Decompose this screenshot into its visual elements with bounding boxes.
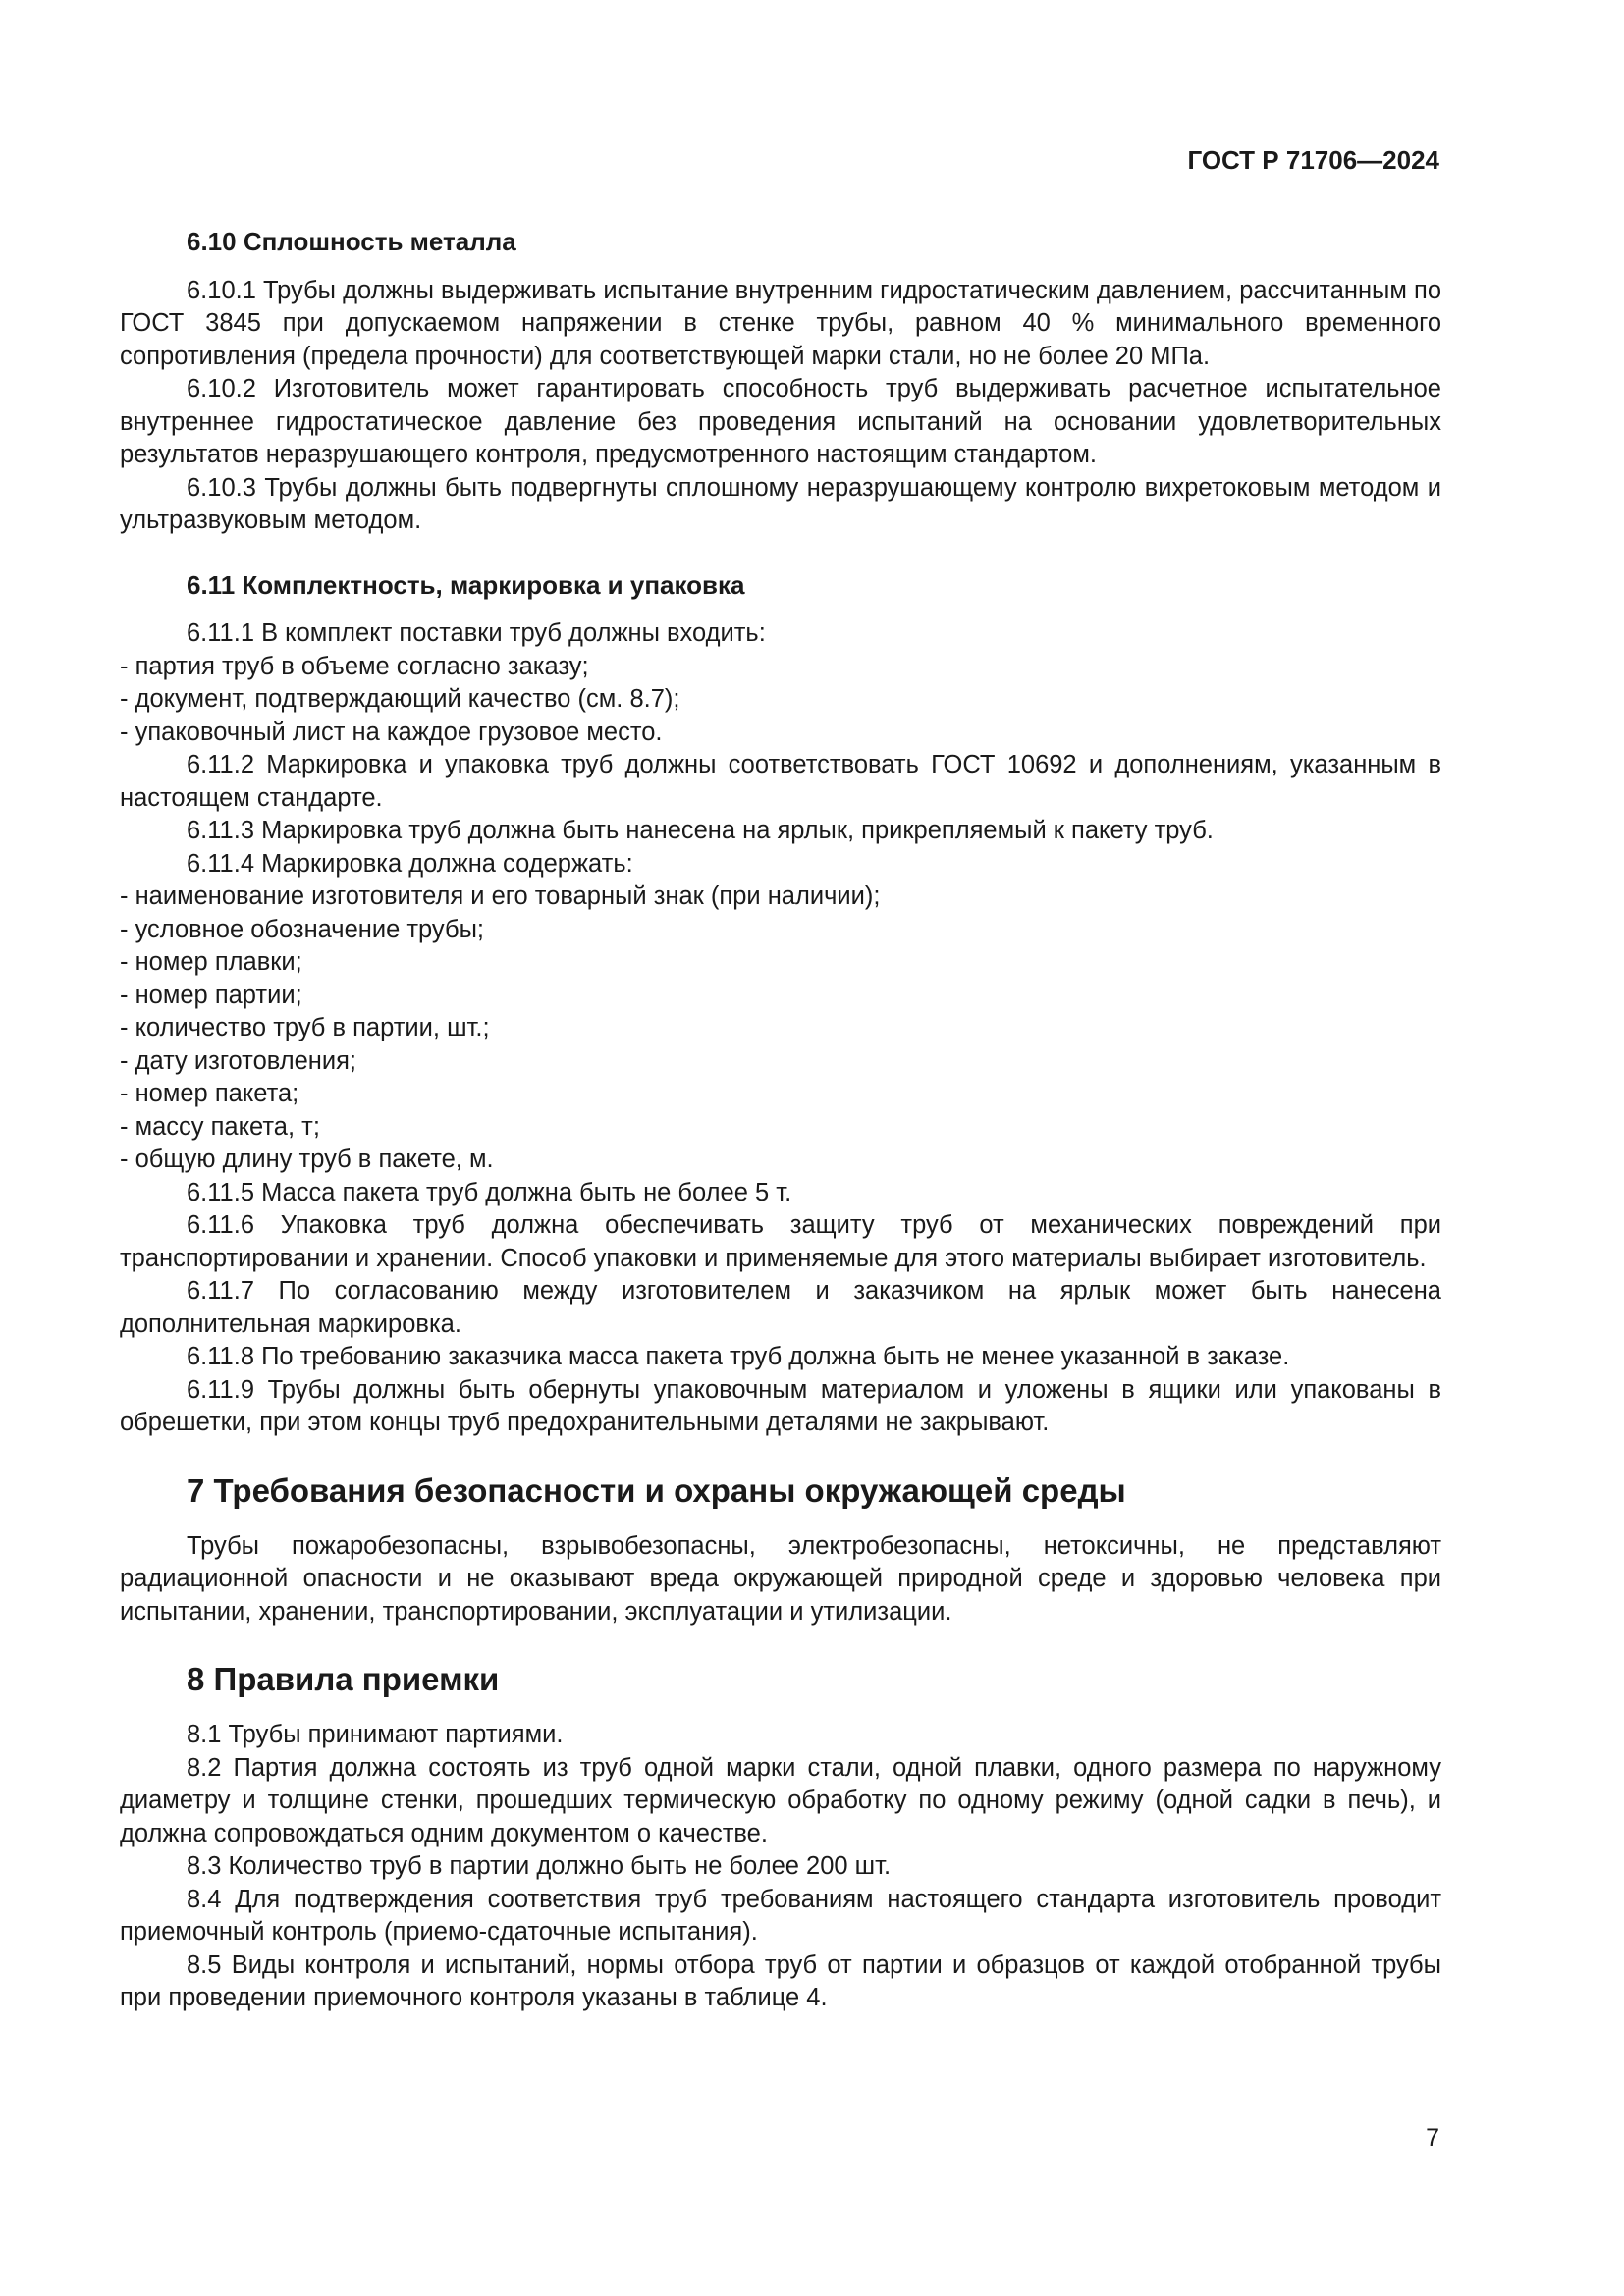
list-item: - условное обозначение трубы; (120, 915, 484, 943)
list-item: - номер партии; (120, 981, 302, 1009)
list-item: - партия труб в объеме согласно заказу; (120, 652, 589, 680)
paragraph-6-11-4: 6.11.4 Маркировка должна содержать: (187, 849, 633, 878)
paragraph-8-1: 8.1 Трубы принимают партиями. (187, 1721, 564, 1748)
paragraph-6-11-2: 6.11.2 Маркировка и упаковка труб должны соответствовать ГОСТ 10692 и дополнениям, указанным в настоящем стандарте. (120, 751, 1441, 812)
list-item: - упаковочный лист на каждое грузовое место. (120, 718, 663, 746)
paragraph-6-10-1: 6.10.1 Трубы должны выдерживать испытание внутренним гидростатическим давлением, рассчитанным по ГОСТ 3845 при допускаемом напряжении в стенке трубы, равном 40 % минимального временного сопротивления (предела прочности) для соответствующей марки стали, но не более 20 МПа. (120, 276, 1441, 370)
list-item: - наименование изготовителя и его товарный знак (при наличии); (120, 882, 881, 910)
heading-6-10: 6.10 Сплошность металла (187, 227, 516, 256)
paragraph-7: Трубы пожаробезопасны, взрывобезопасны, электробезопасны, нетоксичны, не представляют радиационной опасности и не оказывают вреда окружающей природной среде и здоровью человека при испытании, хранении, транспортировании, эксплуатации и утилизации. (120, 1531, 1441, 1626)
heading-section-8: 8 Правила приемки (187, 1661, 500, 1697)
list-item: - дату изготовления; (120, 1046, 356, 1075)
page-content (120, 226, 1441, 2015)
paragraph-8-5: 8.5 Виды контроля и испытаний, нормы отбора труб от партии и образцов от каждой отобранной трубы при проведении приемочного контроля указаны в таблице 4. (120, 1950, 1441, 2011)
paragraph-6-11-5: 6.11.5 Масса пакета труб должна быть не более 5 т. (187, 1178, 792, 1206)
list-item: - массу пакета, т; (120, 1112, 320, 1141)
document-id-header: ГОСТ Р 71706—2024 (1187, 145, 1439, 175)
paragraph-8-4: 8.4 Для подтверждения соответствия труб требованиям настоящего стандарта изготовитель проводит приемочный контроль (приемо-сдаточные испытания). (120, 1885, 1441, 1946)
paragraph-6-11-8: 6.11.8 По требованию заказчика масса пакета труб должна быть не менее указанной в заказе. (187, 1343, 1290, 1370)
paragraph-6-10-3: 6.10.3 Трубы должны быть подвергнуты сплошному неразрушающему контролю вихретоковым методом и ультразвуковым методом. (120, 473, 1441, 534)
paragraph-8-2: 8.2 Партия должна состоять из труб одной марки стали, одной плавки, одного размера по наружному диаметру и толщине стенки, прошедших термическую обработку по одному режиму (одной садки в печь), и должна сопровождаться одним документом о качестве. (120, 1753, 1441, 1847)
list-item: - общую длину труб в пакете, м. (120, 1146, 494, 1173)
heading-6-11: 6.11 Комплектность, маркировка и упаковка (187, 569, 745, 600)
list-item: - документ, подтверждающий качество (см. 8.7); (120, 685, 680, 713)
list-item: - номер пакета; (120, 1080, 299, 1107)
paragraph-8-3: 8.3 Количество труб в партии должно быть не более 200 шт. (187, 1852, 892, 1880)
heading-section-7: 7 Требования безопасности и охраны окружающей среды (187, 1471, 1126, 1509)
list-item: - количество труб в партии, шт.; (120, 1014, 490, 1041)
paragraph-6-11-1: 6.11.1 В комплект поставки труб должны входить: (187, 619, 766, 647)
paragraph-6-10-2: 6.10.2 Изготовитель может гарантировать способность труб выдерживать расчетное испытательное внутреннее гидростатическое давление без проведения испытаний на основании удовлетворительных результатов неразрушающего контроля, предусмотренного настоящим стандартом. (120, 375, 1441, 468)
paragraph-6-11-3: 6.11.3 Маркировка труб должна быть нанесена на ярлык, прикрепляемый к пакету труб. (187, 817, 1214, 844)
paragraph-6-11-7: 6.11.7 По согласованию между изготовителем и заказчиком на ярлык может быть нанесена дополнительная маркировка. (120, 1277, 1441, 1338)
paragraph-6-11-6: 6.11.6 Упаковка труб должна обеспечивать защиту труб от механических повреждений при транспортировании и хранении. Способ упаковки и применяемые для этого материалы выбирает изготовитель. (120, 1211, 1441, 1272)
paragraph-6-11-9: 6.11.9 Трубы должны быть обернуты упаковочным материалом и уложены в ящики или упакованы в обрешетки, при этом концы труб предохранительными деталями не закрывают. (120, 1375, 1441, 1436)
list-item: - номер плавки; (120, 948, 302, 976)
page-number: 7 (1426, 2124, 1439, 2152)
